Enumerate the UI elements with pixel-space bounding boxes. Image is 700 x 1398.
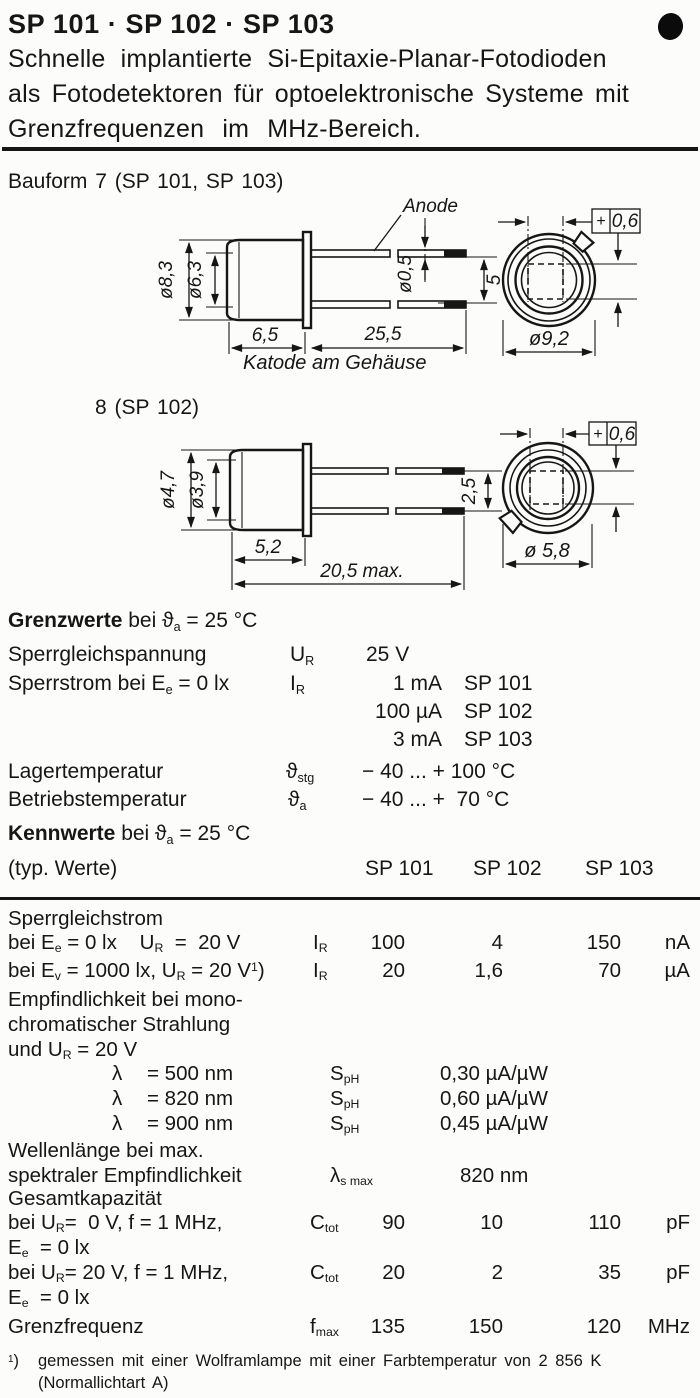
value-sp101: 20: [382, 959, 405, 982]
bauform7-caption: Bauform 7 (SP 101, SP 103): [8, 170, 284, 193]
tolerance-value: 0,6: [611, 211, 639, 232]
param-title: Grenzfrequenz: [8, 1315, 144, 1338]
limit-row-label: Betriebstemperatur: [8, 788, 187, 811]
katode-label: Katode am Gehäuse: [243, 352, 427, 374]
param-symbol: $S_{pH}$: [330, 1112, 360, 1137]
dim-front-dia: ø9,2: [528, 328, 570, 350]
tolerance-sign: +: [596, 213, 606, 230]
param-symbol: $C_{tot}$: [310, 1211, 339, 1236]
dim-dia-outer: ø8,3: [156, 260, 177, 300]
tolerance-box: [592, 209, 640, 233]
grenzwerte-heading: [8, 608, 257, 633]
dim-lead-pitch: 2,5: [459, 477, 480, 505]
value-sp101: 20: [382, 1261, 405, 1284]
param-title: und $U_R = 20$ V: [8, 1038, 138, 1063]
param-symbol: $S_{pH}$: [330, 1062, 360, 1087]
param-title: Sperrgleichstrom: [8, 907, 163, 930]
limit-row-symbol: $ϑ_{stg}$: [286, 760, 315, 785]
side-view: [156, 196, 505, 374]
param-symbol: $C_{tot}$: [310, 1261, 339, 1286]
param-condition: bei $E_v = 1000$ lx, $U_R = 20$ $V^1$): [8, 959, 265, 984]
kennwerte-heading-bold: Kennwerte: [8, 822, 116, 845]
sensitivity-value: 0,60 µA/µW: [440, 1087, 548, 1110]
limit-row-label: Lagertemperatur: [8, 760, 164, 783]
sensitivity-value: 0,45 µA/µW: [440, 1112, 548, 1135]
dim-dia-inner: ø3,9: [187, 470, 208, 510]
anode-label: Anode: [403, 196, 458, 217]
column-header-sp103: SP 103: [585, 857, 654, 880]
active-area: [528, 264, 563, 299]
leads: [311, 250, 466, 308]
value-sp101: 100: [370, 931, 405, 954]
value-sp103: 70: [598, 959, 621, 982]
footnote-marker: $^1$): [8, 1352, 19, 1370]
page-title: SP 101 · SP 102 · SP 103: [8, 9, 335, 39]
subtitle-line: Schnelle implantierte Si-Epitaxie-Planar-Fotodioden: [8, 45, 607, 73]
value-sp102: 10: [480, 1211, 503, 1234]
section-divider: [2, 147, 698, 151]
param-title: Wellenlänge bei max.: [8, 1139, 204, 1162]
tolerance-value: 0,6: [608, 424, 636, 445]
footnote-line: (Normallichtart A): [38, 1374, 169, 1392]
sensitivity-value: 0,30 µA/µW: [440, 1062, 548, 1085]
bauform8-caption: 8 (SP 102): [95, 396, 200, 419]
param-symbol: $f_{max}$: [310, 1315, 339, 1340]
column-header-sp102: SP 102: [473, 857, 542, 880]
side-view: [158, 444, 502, 590]
limit-row-value: 3 mA: [392, 728, 442, 751]
tolerance-box: [589, 422, 636, 445]
limit-row-symbol: $ϑ_a$: [288, 788, 307, 813]
dim-lead-length: 25,5: [364, 324, 402, 345]
value-unit: MHz: [647, 1315, 690, 1338]
lambda-value: = 820 nm: [147, 1087, 234, 1110]
value-sp101: 90: [382, 1211, 405, 1234]
limit-row-value: 1 mA: [392, 672, 442, 695]
dim-lead-pitch: 5: [484, 274, 505, 286]
lambda-value: = 500 nm: [147, 1062, 234, 1085]
param-condition: bei $U_R= 0$ V, f = 1 MHz,: [8, 1211, 223, 1236]
leads: [311, 468, 464, 514]
param-title: chromatischer Strahlung: [8, 1013, 231, 1036]
param-condition: bei $E_e = 0$ lx $U_R = 20$ V: [8, 931, 241, 956]
value-sp102: 4: [491, 931, 503, 954]
limit-row-value: − 40 ... + 70 °C: [362, 788, 510, 811]
dim-front-dia: ø 5,8: [524, 540, 570, 562]
value-sp101: 135: [370, 1315, 405, 1338]
lambda-symbol: λ: [112, 1062, 123, 1085]
value-unit: µA: [664, 959, 690, 982]
value-sp103: 120: [586, 1315, 621, 1338]
lambda-value: = 900 nm: [147, 1112, 234, 1135]
front-view: [498, 209, 640, 356]
limit-row-type: SP 103: [464, 728, 533, 751]
value-unit: nA: [664, 931, 690, 954]
footnote-line: gemessen mit einer Wolframlampe mit einer Farbtemperatur von 2 856 K: [38, 1352, 602, 1370]
anode-leader-line: [374, 215, 401, 251]
value-sp102: 1,6: [474, 959, 503, 982]
value-sp103: 35: [598, 1261, 621, 1284]
tolerance-sign: +: [593, 426, 603, 443]
active-area: [530, 471, 563, 504]
lambda-symbol: λ: [112, 1087, 123, 1110]
limit-row-symbol: $I_R$: [290, 672, 305, 697]
limit-row-type: SP 102: [464, 700, 533, 723]
front-view: [500, 422, 636, 568]
subtitle-line: Grenzfrequenzen im MHz-Bereich.: [8, 115, 422, 143]
value-sp102: 2: [491, 1261, 503, 1284]
column-header-label: (typ. Werte): [8, 857, 118, 880]
value-sp102: 150: [468, 1315, 503, 1338]
limit-row-label: Sperrstrom bei $E_e = 0$ lx: [8, 672, 230, 697]
bauform8-drawing: [0, 420, 700, 600]
wavelength-value: 820 nm: [460, 1164, 529, 1187]
value-sp103: 110: [588, 1211, 621, 1234]
lambda-symbol: λ: [112, 1112, 123, 1135]
param-title: Empfindlichkeit bei mono-: [8, 988, 243, 1011]
kennwerte-heading-rest: bei $ϑ_a = 25$ °C: [115, 822, 251, 847]
param-symbol: $S_{pH}$: [330, 1087, 360, 1112]
table-divider: [0, 897, 700, 900]
limit-row-value: − 40 ... + 100 °C: [362, 760, 516, 783]
dim-total-length: 20,5 max.: [320, 561, 404, 582]
limit-row-symbol: $U_R$: [290, 643, 315, 668]
kennwerte-heading: [8, 821, 250, 846]
param-symbol: $I_R$: [313, 959, 328, 984]
param-title: Gesamtkapazität: [8, 1187, 162, 1210]
value-unit: pF: [666, 1211, 690, 1234]
dim-dia-inner: ø6,3: [185, 260, 206, 300]
dim-body-length: 5,2: [254, 537, 282, 558]
value-unit: pF: [666, 1261, 690, 1284]
limit-row-type: SP 101: [464, 672, 533, 695]
grenzwerte-heading-bold: Grenzwerte: [8, 609, 123, 632]
param-symbol: $\lambda_{s max}$: [330, 1164, 374, 1189]
column-header-sp101: SP 101: [365, 857, 434, 880]
grenzwerte-heading-rest: bei $ϑ_a = 25$ °C: [122, 609, 258, 634]
dim-lead-dia: ø0,5: [395, 254, 416, 294]
bauform7-drawing: [0, 192, 700, 390]
corner-dot-icon: [655, 10, 686, 42]
limit-row-value: 25 V: [366, 643, 410, 666]
limit-row-label: Sperrgleichspannung: [8, 643, 207, 666]
param-symbol: $I_R$: [313, 931, 328, 956]
param-condition: $E_e = 0$ lx: [8, 1236, 90, 1261]
dim-dia-outer: ø4,7: [158, 470, 179, 510]
subtitle-line: als Fotodetektoren für optoelektronische Systeme mit: [8, 80, 629, 108]
param-condition: $E_e = 0$ lx: [8, 1286, 90, 1311]
limit-row-value: 100 µA: [375, 700, 442, 723]
param-condition: bei $U_R= 20$ V, f = 1 MHz,: [8, 1261, 229, 1286]
dim-body-length: 6,5: [251, 325, 279, 346]
value-sp103: 150: [586, 931, 621, 954]
param-title: spektraler Empfindlichkeit: [8, 1164, 242, 1187]
